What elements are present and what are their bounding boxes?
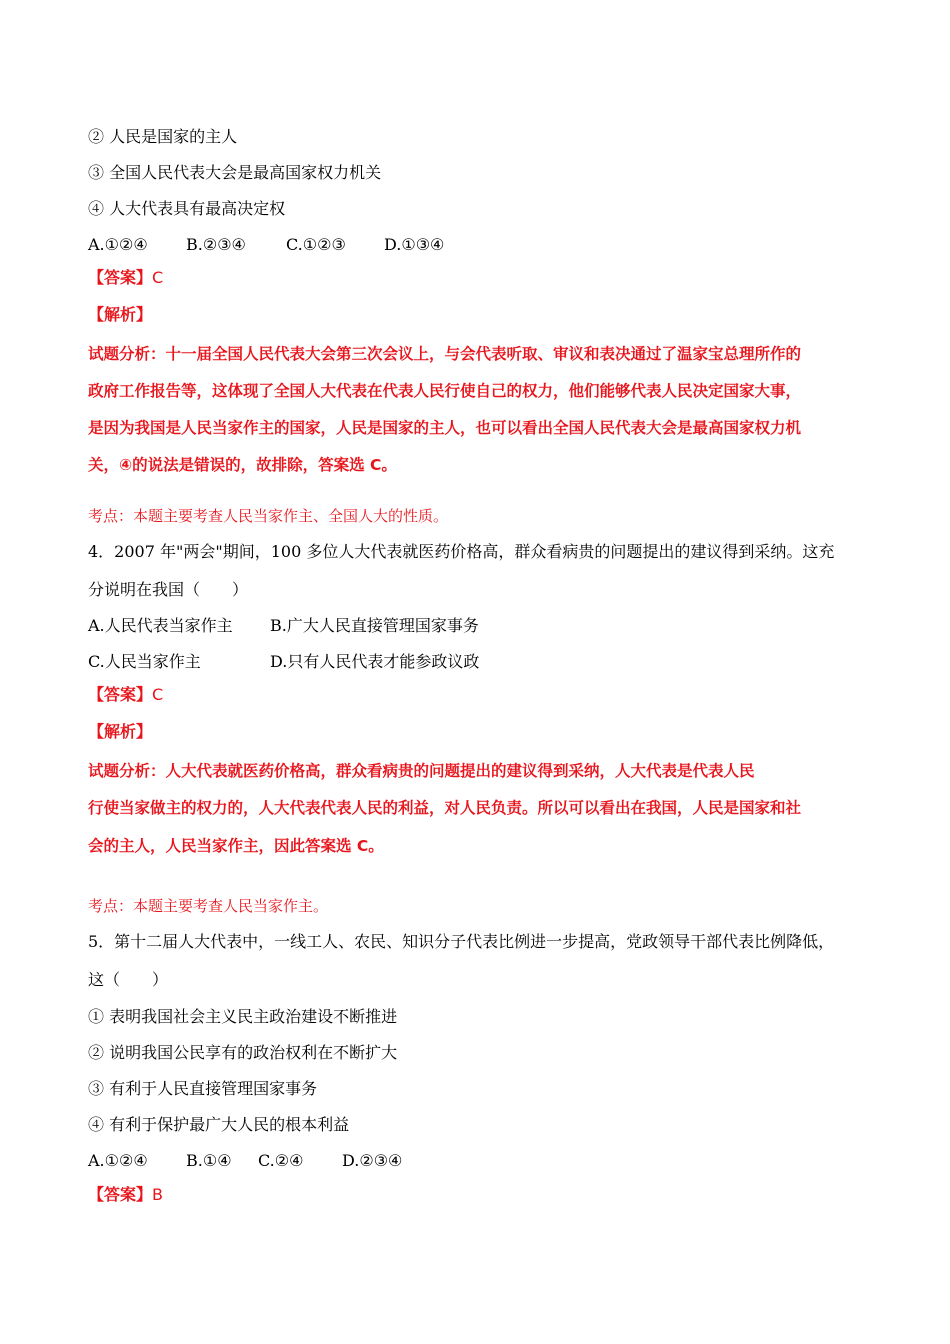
q5-item-2: ② 说明我国公民享有的政治权利在不断扩大 [88,1043,398,1062]
q3-analysis-line-1: 试题分析：十一届全国人民代表大会第三次会议上，与会代表听取、审议和表决通过了温家宝总理所作的 [88,345,802,363]
q3-option-b: B.②③④ [186,235,246,254]
q3-item-2: ② 人民是国家的主人 [88,127,238,146]
q4-stem-line-2: 分说明在我国（ ） [88,580,249,599]
q4-analysis-label: 【解析】 [88,722,153,741]
q5-item-3: ③ 有利于人民直接管理国家事务 [88,1079,318,1098]
q3-analysis-label: 【解析】 [88,305,153,324]
q4-analysis-line-1: 试题分析：人大代表就医药价格高，群众看病贵的问题提出的建议得到采纳，人大代表是代表人民 [88,762,755,780]
q4-option-b: B.广大人民直接管理国家事务 [270,616,479,635]
q5-stem-line-1: 5．第十二届人大代表中，一线工人、农民、知识分子代表比例进一步提高，党政领导干部代表比例降低， [88,932,835,951]
answer-label: 【答案】 [88,685,153,704]
q5-answer [88,1185,163,1205]
q5-option-d: D.②③④ [342,1151,403,1170]
q4-analysis-line-3: 会的主人，人民当家作主，因此答案选 C。 [88,837,384,855]
answer-value: B [152,1185,163,1204]
q3-option-a: A.①②④ [88,235,148,254]
q3-answer [88,268,163,288]
q5-options [88,1151,402,1171]
q4-options-row-2 [88,652,479,672]
q3-options [88,235,444,255]
answer-value: C [152,268,164,287]
q4-answer [88,685,163,705]
q3-option-c: C.①②③ [286,235,346,254]
q5-option-c: C.②④ [258,1151,304,1170]
q3-kaodian: 考点：本题主要考查人民当家作主、全国人大的性质。 [88,507,449,525]
answer-label: 【答案】 [88,268,153,287]
q5-item-1: ① 表明我国社会主义民主政治建设不断推进 [88,1007,398,1026]
q5-stem-line-2: 这（ ） [88,970,169,989]
answer-label: 【答案】 [88,1185,153,1204]
q4-options-row-1 [88,616,479,636]
q3-analysis-line-4: 关，④的说法是错误的，故排除，答案选 C。 [88,456,397,474]
q3-analysis-line-2: 政府工作报告等，这体现了全国人大代表在代表人民行使自己的权力，他们能够代表人民决定国家大事， [88,382,802,400]
q3-item-4: ④ 人大代表具有最高决定权 [88,199,286,218]
q5-option-a: A.①②④ [88,1151,148,1170]
q4-option-a: A.人民代表当家作主 [88,616,233,635]
q5-option-b: B.①④ [186,1151,232,1170]
q4-option-c: C.人民当家作主 [88,652,201,671]
answer-value: C [152,685,164,704]
q3-item-3: ③ 全国人民代表大会是最高国家权力机关 [88,163,382,182]
q4-stem-line-1: 4．2007 年"两会"期间，100 多位人大代表就医药价格高，群众看病贵的问题提出的建议得到采纳。这充 [88,542,835,561]
q4-analysis-line-2: 行使当家做主的权力的，人大代表代表人民的利益，对人民负责。所以可以看出在我国，人民是国家和社 [88,799,802,817]
q4-option-d: D.只有人民代表才能参政议政 [270,652,480,671]
q3-analysis-line-3: 是因为我国是人民当家作主的国家，人民是国家的主人，也可以看出全国人民代表大会是最高国家权力机 [88,419,802,437]
q3-option-d: D.①③④ [384,235,445,254]
q5-item-4: ④ 有利于保护最广大人民的根本利益 [88,1115,350,1134]
q4-kaodian: 考点：本题主要考查人民当家作主。 [88,897,329,915]
